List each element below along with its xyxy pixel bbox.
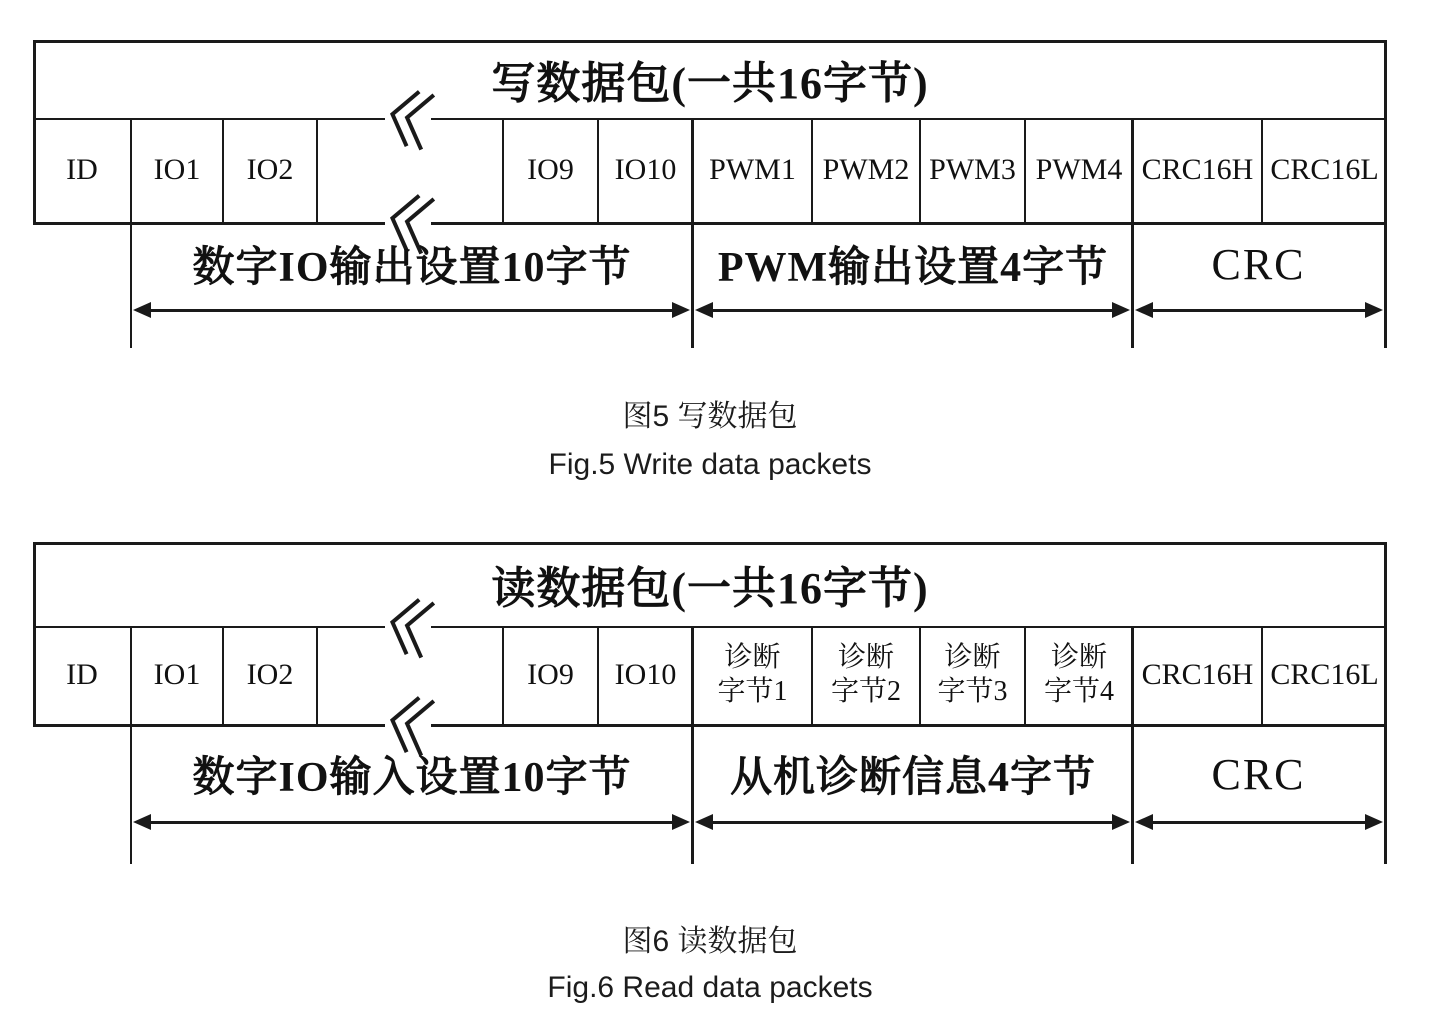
figure-caption-en: Fig.6 Read data packets [547, 971, 873, 1004]
arrowhead-right-icon [1365, 814, 1383, 830]
figure-caption-zh: 图6 读数据包 [622, 925, 798, 958]
packet-title: 读数据包(一共16字节) [491, 564, 929, 613]
section-label-crc: CRC [1211, 239, 1306, 289]
cell-io2: IO2 [246, 152, 294, 186]
cell-crc16h: CRC16H [1141, 657, 1254, 691]
section-label-diagnostic: 从机诊断信息4字节 [729, 755, 1096, 801]
section-label-digital-io: 数字IO输出设置10字节 [192, 245, 632, 291]
figure-caption-zh: 图5 写数据包 [622, 400, 798, 433]
cell-io9: IO9 [527, 152, 574, 186]
cell-pwm1: PWM1 [709, 152, 796, 186]
arrow-shaft [151, 309, 672, 312]
cell-diag-byte-4: 诊断 字节4 [1043, 641, 1114, 707]
section-label-pwm: PWM输出设置4字节 [717, 245, 1109, 291]
cell-diag-byte-1: 诊断 字节1 [717, 641, 788, 707]
cell-pwm2: PWM2 [822, 152, 910, 186]
dimension-arrow-diagnostic [695, 814, 1130, 830]
cell-io1: IO1 [153, 657, 201, 691]
break-mark-icon [383, 593, 435, 659]
section-label-digital-io: 数字IO输入设置10字节 [192, 755, 632, 801]
arrowhead-left-icon [695, 814, 713, 830]
arrowhead-right-icon [672, 302, 690, 318]
dimension-arrow-digital-io [133, 302, 690, 318]
break-mark-icon [383, 85, 435, 151]
cell-crc16h: CRC16H [1141, 152, 1254, 186]
dimension-arrow-crc [1135, 814, 1383, 830]
figure-caption-en: Fig.5 Write data packets [548, 448, 872, 481]
arrow-shaft [1153, 821, 1365, 824]
section-label-crc: CRC [1211, 749, 1306, 799]
arrow-shaft [1153, 309, 1365, 312]
table-border-line [33, 222, 385, 225]
cell-id: ID [66, 657, 98, 691]
cell-pwm4: PWM4 [1035, 152, 1123, 186]
arrowhead-right-icon [1365, 302, 1383, 318]
arrowhead-left-icon [133, 302, 151, 318]
cell-io2: IO2 [246, 657, 294, 691]
table-border-line [431, 724, 1387, 727]
table-border-line [431, 222, 1387, 225]
arrowhead-left-icon [1135, 302, 1153, 318]
cell-crc16l: CRC16L [1270, 152, 1379, 186]
packet-title: 写数据包(一共16字节) [491, 59, 929, 108]
dimension-arrow-pwm [695, 302, 1130, 318]
cell-id: ID [66, 152, 98, 186]
table-border-line [33, 724, 385, 727]
arrowhead-left-icon [133, 814, 151, 830]
figure-read-packet [33, 542, 1387, 864]
arrow-shaft [713, 309, 1112, 312]
arrow-shaft [713, 821, 1112, 824]
cell-io10: IO10 [614, 152, 677, 186]
arrowhead-right-icon [1112, 814, 1130, 830]
arrowhead-left-icon [1135, 814, 1153, 830]
dimension-arrow-digital-io [133, 814, 690, 830]
arrowhead-left-icon [695, 302, 713, 318]
arrow-shaft [151, 821, 672, 824]
cell-diag-byte-3: 诊断 字节3 [937, 641, 1008, 707]
cell-pwm3: PWM3 [929, 152, 1016, 186]
figure-write-packet [33, 40, 1387, 348]
cell-diag-byte-2: 诊断 字节2 [830, 641, 901, 707]
cell-io9: IO9 [527, 657, 574, 691]
cell-io1: IO1 [153, 152, 201, 186]
cell-crc16l: CRC16L [1270, 657, 1379, 691]
dimension-arrow-crc [1135, 302, 1383, 318]
arrowhead-right-icon [672, 814, 690, 830]
cell-io10: IO10 [614, 657, 677, 691]
arrowhead-right-icon [1112, 302, 1130, 318]
